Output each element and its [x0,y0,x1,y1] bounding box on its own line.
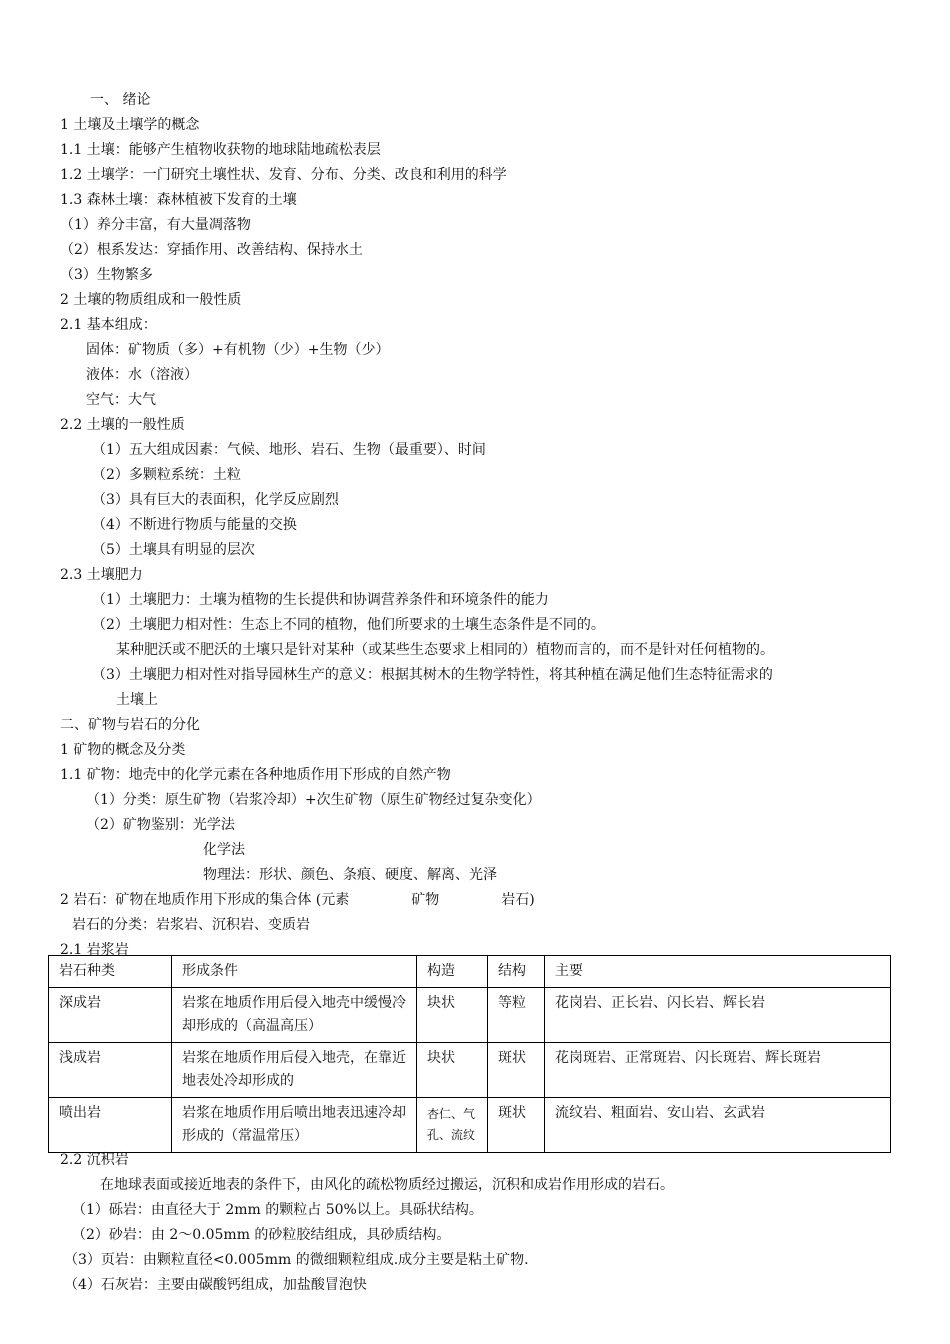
text-line: （4）石灰岩：主要由碳酸钙组成，加盐酸冒泡快 [64,1277,367,1293]
text-line: 1.1 土壤：能够产生植物收获物的地球陆地疏松表层 [60,142,381,158]
text-line: （2）砂岩：由 2～0.05mm 的砂粒胶结组成，具砂质结构。 [72,1227,451,1243]
table-row [49,1098,891,1153]
table-cell: 块状 [417,1043,488,1098]
table-cell: 斑状 [488,1098,545,1153]
text-line: （3）具有巨大的表面积，化学反应剧烈 [92,492,339,508]
subheading: 1 矿物的概念及分类 [60,742,186,758]
igneous-rock-table [48,955,891,1153]
table-cell: 岩浆在地质作用后侵入地壳中缓慢冷却形成的（高温高压） [172,988,417,1043]
table-header-cell: 构造 [417,956,488,988]
text-line: 固体：矿物质（多）+有机物（少）+生物（少） [86,342,390,358]
table-header-cell: 主要 [545,956,891,988]
table-cell: 斑状 [488,1043,545,1098]
text-line: （1）土壤肥力：土壤为植物的生长提供和协调营养条件和环境条件的能力 [92,592,549,608]
text-line: （1）养分丰富，有大量凋落物 [60,217,251,233]
table-cell: 花岗岩、正长岩、闪长岩、辉长岩 [545,988,891,1043]
text-line: 2.1 岩浆岩 [60,942,129,958]
section-heading: 二、矿物与岩石的分化 [60,717,200,733]
text-line: 物理法：形状、颜色、条痕、硬度、解离、光泽 [203,867,497,883]
table-cell: 深成岩 [49,988,172,1043]
text-line: （1）五大组成因素：气候、地形、岩石、生物（最重要）、时间 [92,442,486,458]
text-line: （3）页岩：由颗粒直径<0.005mm 的微细颗粒组成.成分主要是粘土矿物. [64,1252,529,1268]
text-line: 化学法 [203,842,245,858]
subheading: 1 土壤及土壤学的概念 [60,117,200,133]
text-line: 2.3 土壤肥力 [60,567,143,583]
text-line: （1）分类：原生矿物（岩浆冷却）+次生矿物（原生矿物经过复杂变化） [86,792,541,808]
text-line: （3）土壤肥力相对性对指导园林生产的意义：根据其树木的生物学特性，将其种植在满足他们生态特征需求的 [92,667,773,683]
text-line: 1.2 土壤学：一门研究土壤性状、发育、分布、分类、改良和利用的科学 [60,167,507,183]
subheading: 2.2 沉积岩 [60,1152,129,1168]
table-header-cell: 岩石种类 [49,956,172,988]
table-row [49,988,891,1043]
table-cell: 岩浆在地质作用后侵入地壳，在靠近地表处冷却形成的 [172,1043,417,1098]
text-line: 某种肥沃或不肥沃的土壤只是针对某种（或某些生态要求上相同的）植物而言的，而不是针对任何植物的。 [116,642,774,658]
table-cell: 浅成岩 [49,1043,172,1098]
table-cell: 岩浆在地质作用后喷出地表迅速冷却形成的（常温常压） [172,1098,417,1153]
text-line: 空气：大气 [86,392,156,408]
table-cell: 喷出岩 [49,1098,172,1153]
rock-definition-rock: 岩石) [501,892,535,908]
text-line [60,891,535,909]
table-cell: 流纹岩、粗面岩、安山岩、玄武岩 [545,1098,891,1153]
table-cell: 等粒 [488,988,545,1043]
table-header-cell: 形成条件 [172,956,417,988]
text-line: 岩石的分类：岩浆岩、沉积岩、变质岩 [72,917,310,933]
text-line: （5）土壤具有明显的层次 [92,542,255,558]
text-line: 在地球表面或接近地表的条件下，由风化的疏松物质经过搬运，沉积和成岩作用形成的岩石。 [100,1177,674,1193]
table-cell: 杏仁、气孔、流纹 [417,1098,488,1153]
text-line: 2.1 基本组成： [60,317,157,333]
section-heading: 一、 绪论 [90,92,151,108]
table-header-row [49,956,891,988]
text-line: 土壤上 [116,692,158,708]
text-line: （4）不断进行物质与能量的交换 [92,517,297,533]
text-line: （1）砾岩：由直径大于 2mm 的颗粒占 50%以上。具砾状结构。 [72,1202,483,1218]
text-line: （2）土壤肥力相对性：生态上不同的植物，他们所要求的土壤生态条件是不同的。 [92,617,605,633]
text-line: （2）多颗粒系统：土粒 [92,467,241,483]
text-line: （2）矿物鉴别：光学法 [86,817,235,833]
text-line: （3）生物繁多 [60,267,153,283]
table-cell: 块状 [417,988,488,1043]
text-line: 1.1 矿物：地壳中的化学元素在各种地质作用下形成的自然产物 [60,767,451,783]
subheading: 2 土壤的物质组成和一般性质 [60,292,242,308]
text-line: 2.2 土壤的一般性质 [60,417,185,433]
rock-definition-mineral: 矿物 [411,892,440,908]
text-line: 液体：水（溶液） [86,367,198,383]
rock-definition: 2 岩石：矿物在地质作用下形成的集合体 (元素 [60,892,350,908]
text-line: （2）根系发达：穿插作用、改善结构、保持水土 [60,242,363,258]
table-header-cell: 结构 [488,956,545,988]
text-line: 1.3 森林土壤：森林植被下发育的土壤 [60,192,297,208]
table-cell: 花岗斑岩、正常斑岩、闪长斑岩、辉长斑岩 [545,1043,891,1098]
table-row [49,1043,891,1098]
